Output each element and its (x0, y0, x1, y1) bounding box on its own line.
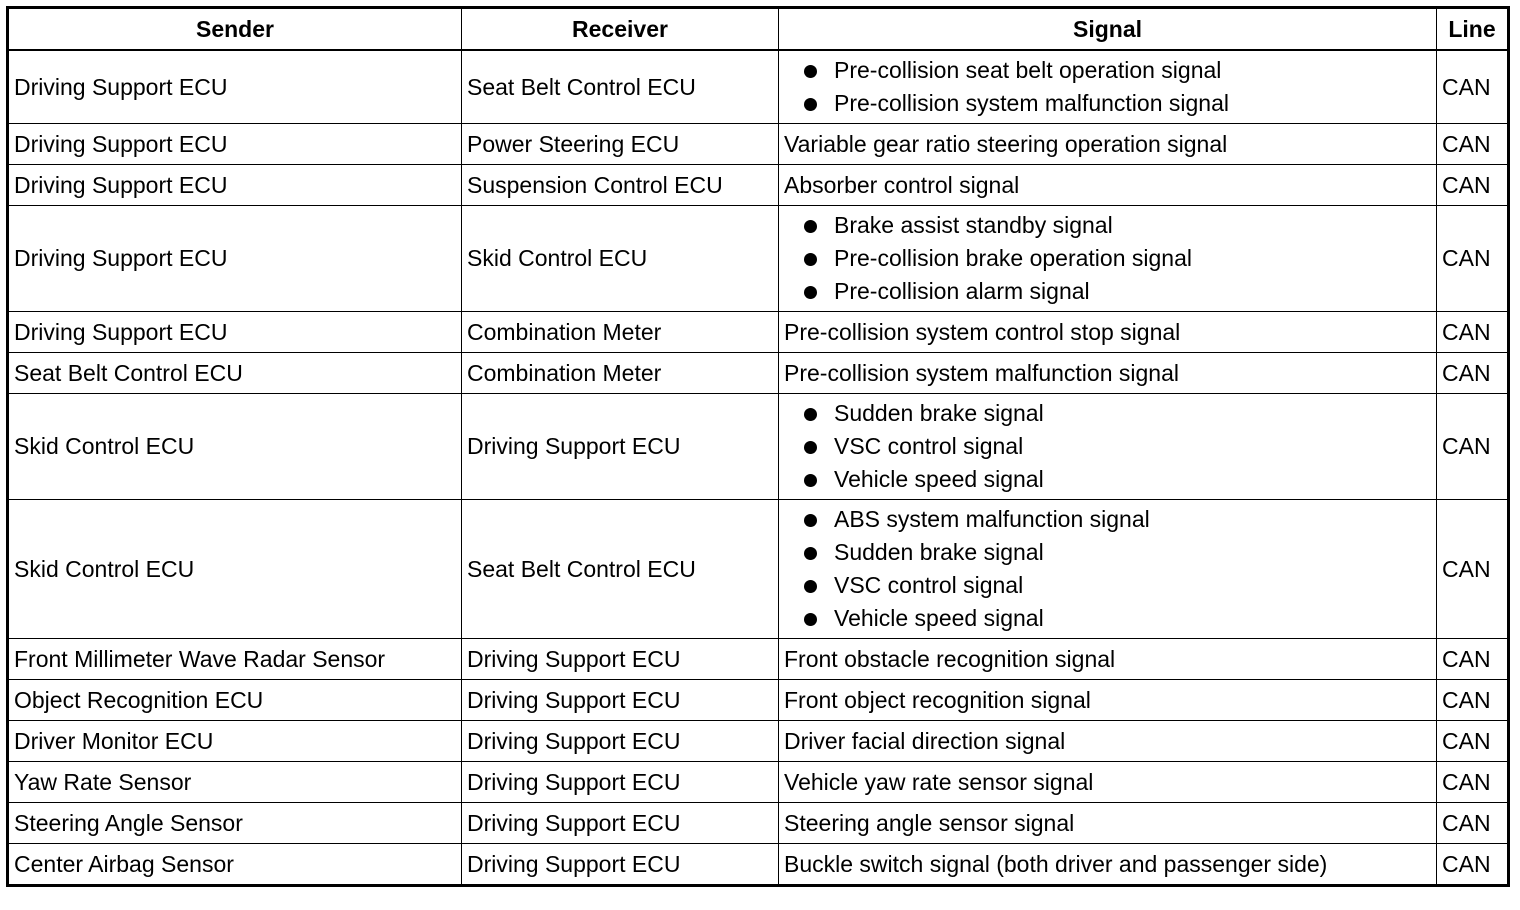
table-row (8, 165, 1509, 206)
signal-cell: Driver facial direction signal (779, 721, 1437, 762)
table-row (8, 124, 1509, 165)
header-signal: Signal (779, 8, 1437, 51)
receiver-cell: Driving Support ECU (462, 721, 779, 762)
table-row (8, 721, 1509, 762)
table-row (8, 394, 1509, 500)
bullet-icon (804, 98, 817, 111)
signal-cell (779, 206, 1437, 312)
signal-text: Pre-collision seat belt operation signal (834, 57, 1222, 83)
signal-list-item (784, 463, 1431, 496)
table-body (8, 50, 1509, 886)
receiver-cell: Power Steering ECU (462, 124, 779, 165)
signal-cell: Pre-collision system malfunction signal (779, 353, 1437, 394)
signal-list-item (784, 569, 1431, 602)
table-row (8, 50, 1509, 124)
signal-list-item (784, 87, 1431, 120)
sender-cell: Driving Support ECU (8, 165, 462, 206)
header-row (8, 8, 1509, 51)
table-row (8, 639, 1509, 680)
receiver-cell: Combination Meter (462, 353, 779, 394)
sender-cell: Steering Angle Sensor (8, 803, 462, 844)
receiver-cell: Driving Support ECU (462, 639, 779, 680)
line-cell: CAN (1437, 500, 1509, 639)
sender-cell: Skid Control ECU (8, 394, 462, 500)
table-row (8, 206, 1509, 312)
line-cell: CAN (1437, 680, 1509, 721)
signal-list (784, 503, 1431, 635)
signal-text: ABS system malfunction signal (834, 506, 1150, 532)
receiver-cell: Suspension Control ECU (462, 165, 779, 206)
sender-cell: Driving Support ECU (8, 206, 462, 312)
signal-list-item (784, 209, 1431, 242)
receiver-cell: Driving Support ECU (462, 762, 779, 803)
signal-list-item (784, 54, 1431, 87)
signal-list-item (784, 275, 1431, 308)
table-row (8, 353, 1509, 394)
signal-text: Sudden brake signal (834, 539, 1044, 565)
signal-cell (779, 50, 1437, 124)
sender-cell: Skid Control ECU (8, 500, 462, 639)
table-row (8, 680, 1509, 721)
line-cell: CAN (1437, 165, 1509, 206)
header-sender: Sender (8, 8, 462, 51)
table-row (8, 803, 1509, 844)
signal-text: Sudden brake signal (834, 400, 1044, 426)
sender-cell: Object Recognition ECU (8, 680, 462, 721)
signal-list-item (784, 430, 1431, 463)
receiver-cell: Seat Belt Control ECU (462, 500, 779, 639)
table-row (8, 844, 1509, 886)
signal-cell: Vehicle yaw rate sensor signal (779, 762, 1437, 803)
sender-cell: Yaw Rate Sensor (8, 762, 462, 803)
signal-text: VSC control signal (834, 572, 1024, 598)
signal-list-item (784, 397, 1431, 430)
sender-cell: Driving Support ECU (8, 50, 462, 124)
signal-cell: Front obstacle recognition signal (779, 639, 1437, 680)
table-row (8, 312, 1509, 353)
line-cell: CAN (1437, 762, 1509, 803)
signal-cell: Variable gear ratio steering operation signal (779, 124, 1437, 165)
header-receiver: Receiver (462, 8, 779, 51)
bullet-icon (804, 220, 817, 233)
line-cell: CAN (1437, 124, 1509, 165)
bullet-icon (804, 514, 817, 527)
signal-cell: Front object recognition signal (779, 680, 1437, 721)
signal-text: Pre-collision brake operation signal (834, 245, 1192, 271)
signal-list (784, 397, 1431, 496)
signal-text: Pre-collision system malfunction signal (834, 90, 1229, 116)
signal-text: VSC control signal (834, 433, 1024, 459)
line-cell: CAN (1437, 312, 1509, 353)
sender-cell: Driving Support ECU (8, 312, 462, 353)
line-cell: CAN (1437, 50, 1509, 124)
receiver-cell: Driving Support ECU (462, 394, 779, 500)
line-cell: CAN (1437, 844, 1509, 886)
bullet-icon (804, 441, 817, 454)
signal-text: Pre-collision alarm signal (834, 278, 1090, 304)
communication-table (6, 6, 1510, 887)
bullet-icon (804, 613, 817, 626)
sender-cell: Center Airbag Sensor (8, 844, 462, 886)
sender-cell: Seat Belt Control ECU (8, 353, 462, 394)
line-cell: CAN (1437, 206, 1509, 312)
line-cell: CAN (1437, 803, 1509, 844)
bullet-icon (804, 474, 817, 487)
signal-cell: Steering angle sensor signal (779, 803, 1437, 844)
bullet-icon (804, 547, 817, 560)
signal-list-item (784, 242, 1431, 275)
bullet-icon (804, 286, 817, 299)
sender-cell: Driver Monitor ECU (8, 721, 462, 762)
sender-cell: Driving Support ECU (8, 124, 462, 165)
signal-cell (779, 394, 1437, 500)
signal-cell: Absorber control signal (779, 165, 1437, 206)
table-row (8, 762, 1509, 803)
receiver-cell: Driving Support ECU (462, 844, 779, 886)
receiver-cell: Driving Support ECU (462, 803, 779, 844)
signal-cell: Pre-collision system control stop signal (779, 312, 1437, 353)
signal-list (784, 54, 1431, 120)
receiver-cell: Skid Control ECU (462, 206, 779, 312)
bullet-icon (804, 580, 817, 593)
signal-text: Vehicle speed signal (834, 605, 1044, 631)
signal-list-item (784, 503, 1431, 536)
line-cell: CAN (1437, 639, 1509, 680)
header-line: Line (1437, 8, 1509, 51)
receiver-cell: Seat Belt Control ECU (462, 50, 779, 124)
signal-list-item (784, 536, 1431, 569)
signal-list (784, 209, 1431, 308)
line-cell: CAN (1437, 353, 1509, 394)
signal-cell (779, 500, 1437, 639)
signal-list-item (784, 602, 1431, 635)
signal-text: Vehicle speed signal (834, 466, 1044, 492)
receiver-cell: Driving Support ECU (462, 680, 779, 721)
table-row (8, 500, 1509, 639)
receiver-cell: Combination Meter (462, 312, 779, 353)
bullet-icon (804, 253, 817, 266)
line-cell: CAN (1437, 721, 1509, 762)
line-cell: CAN (1437, 394, 1509, 500)
bullet-icon (804, 408, 817, 421)
signal-cell: Buckle switch signal (both driver and passenger side) (779, 844, 1437, 886)
signal-text: Brake assist standby signal (834, 212, 1113, 238)
sender-cell: Front Millimeter Wave Radar Sensor (8, 639, 462, 680)
bullet-icon (804, 65, 817, 78)
